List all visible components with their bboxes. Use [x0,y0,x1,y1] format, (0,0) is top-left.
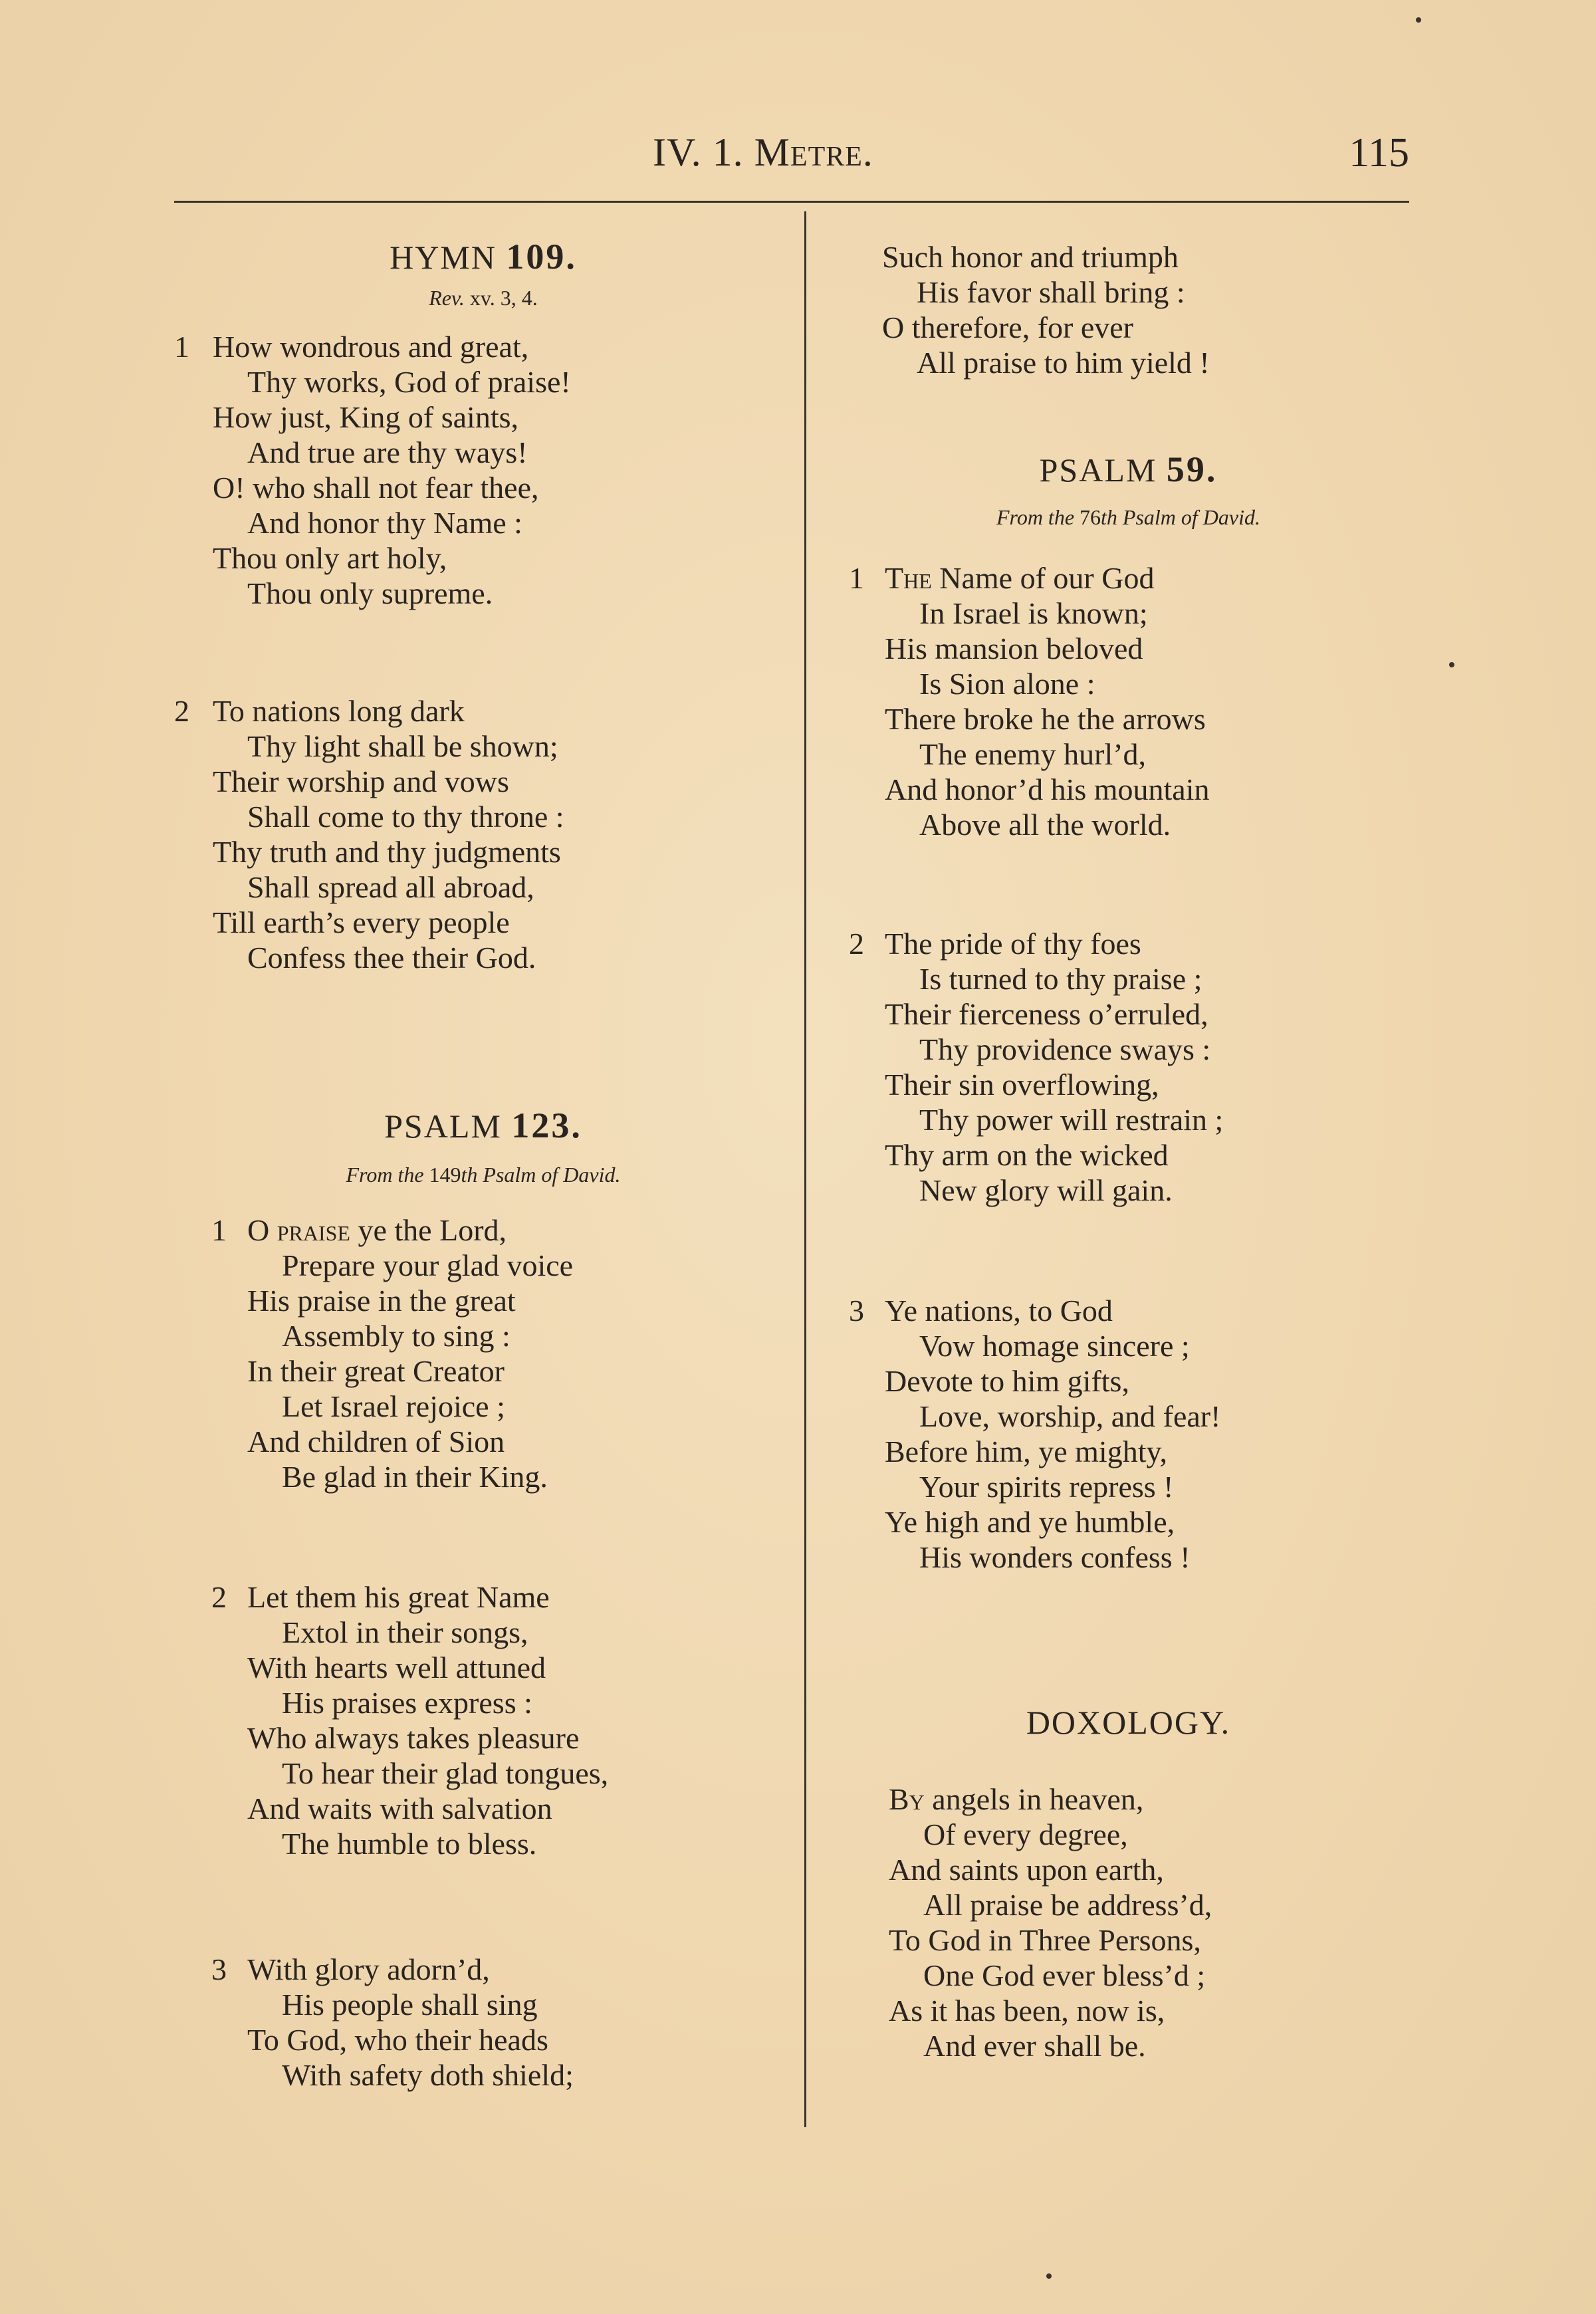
right-column [848,239,1409,2063]
print-speck [1416,17,1421,23]
psalm-123-source: From the 149th Psalm of David. [346,1163,621,1187]
hymn-109-title: HYMN 109. [390,237,577,277]
print-speck [1046,2273,1052,2279]
print-speck [1449,662,1454,667]
psalm-59-source: From the 76th Psalm of David. [996,505,1260,529]
psalm-123-stanza-3: 3 With glory adorn’d, His people shall sing To God, who their heads With safety doth shield; [211,1952,574,2092]
left-column [174,239,792,2093]
psalm-123-stanza-2: 2 Let them his great Name Extol in their songs, With hearts well attuned His praises express : Who always takes pleasure To hear their glad tongues, And waits with salvation The humble to bless. [211,1580,609,1861]
column-divider [804,211,806,2127]
page-header [174,130,1409,189]
psalm-123-continuation: Such honor and triumph His favor shall bring : O therefore, for ever All praise to him yield ! [882,240,1210,380]
psalm-59-stanza-3: 3 Ye nations, to God Vow homage sincere ; Devote to him gifts, Love, worship, and fear! Before him, ye mighty, Your spirits repress ! Ye high and ye humble, His wonders confess ! [849,1294,1221,1574]
running-head: IV. 1. Metre. [653,130,873,174]
header-rule [174,201,1409,203]
hymn-109-source: Rev. xv. 3, 4. [429,286,538,310]
psalm-59-stanza-1: 1 The Name of our God In Israel is known; His mansion beloved Is Sion alone : There broke he the arrows The enemy hurl’d, And honor’d his mountain Above all the world. [849,561,1210,842]
psalm-123-stanza-1: 1 O praise ye the Lord, Prepare your glad voice His praise in the great Assembly to sing : In their great Creator Let Israel rejoice ; And children of Sion Be glad in their King. [211,1213,574,1494]
hymn-109-stanza-1: 1 How wondrous and great, Thy works, God of praise! How just, King of saints, And true are thy ways! O! who shall not fear thee, And honor thy Name : Thou only art holy, Thou only supreme. [174,330,571,610]
hymn-109-stanza-2: 2 To nations long dark Thy light shall be shown; Their worship and vows Shall come to thy throne : Thy truth and thy judgments Shall spread all abroad, Till earth’s every people Confess thee their God. [174,694,564,975]
psalm-59-stanza-2: 2 The pride of thy foes Is turned to thy praise ; Their fierceness o’erruled, Thy providence sways : Their sin overflowing, Thy power will restrain ; Thy arm on the wicked New glory will gain. [849,927,1224,1207]
doxology-stanza: By angels in heaven, Of every degree, And saints upon earth, All praise be address’d, To God in Three Persons, One God ever bless’d ; As it has been, now is, And ever shall be. [889,1782,1212,2063]
psalm-59-title: PSALM 59. [1039,449,1218,489]
page-number: 115 [1349,130,1409,175]
psalm-123-title: PSALM 123. [384,1105,582,1145]
doxology-title: DOXOLOGY. [1026,1704,1231,1741]
